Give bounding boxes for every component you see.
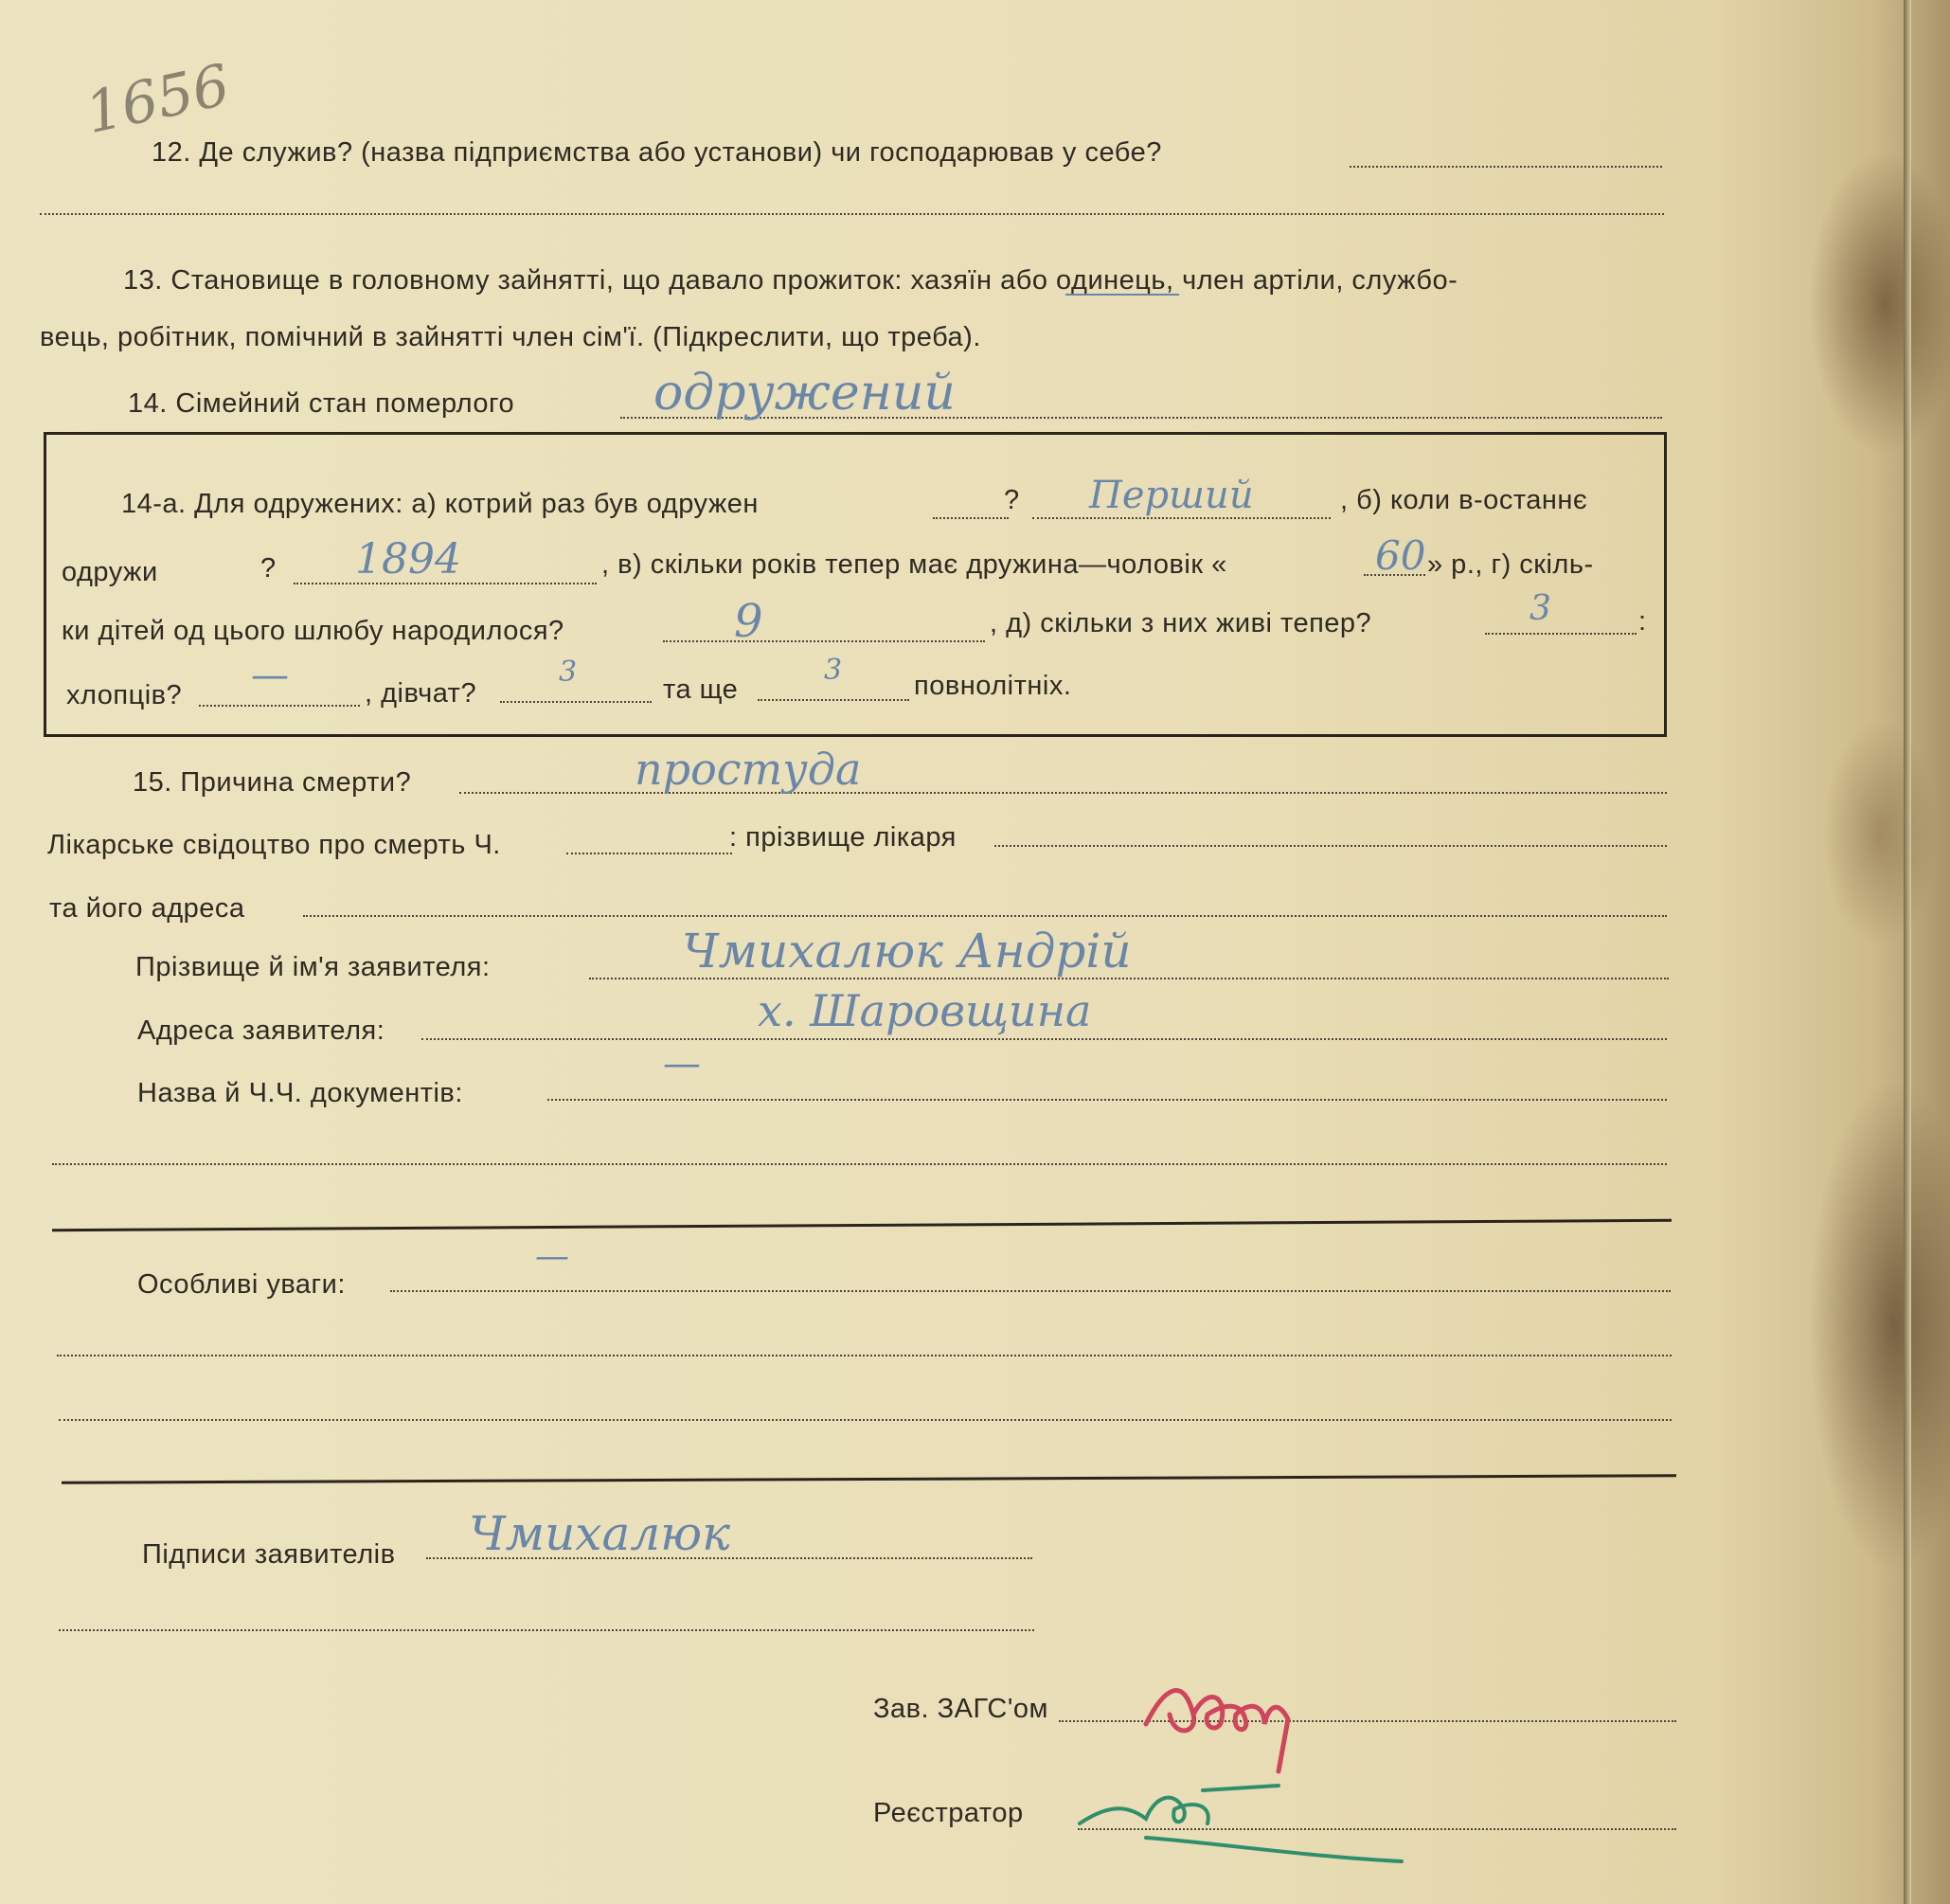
q14a-field-e (1485, 633, 1637, 635)
q15-cert-label: Лікарське свідоцтво про смерть Ч. (47, 830, 501, 860)
q14a-value-e: 3 (1530, 589, 1551, 628)
applicant-docs-value: — (663, 1042, 701, 1086)
applicant-name-value: Чмихалюк Андрій (682, 924, 1132, 979)
remarks-field-3 (59, 1419, 1672, 1421)
remarks-field-1 (390, 1290, 1671, 1292)
q14a-adult-label: повнолітніх. (914, 671, 1072, 701)
divider-1 (52, 1219, 1672, 1231)
q14a-part-c: , в) скільки років тепер має дружина—чоловік « (601, 549, 1227, 580)
q15-address-label: та його адреса (49, 893, 245, 924)
applicant-signature: Чмихалюк (469, 1506, 731, 1561)
q15-doctor-field (994, 845, 1667, 847)
divider-2 (62, 1474, 1676, 1483)
applicant-address-field (421, 1038, 1667, 1040)
q14a-value-b: 1894 (355, 535, 461, 584)
signatures-label: Підписи заявителів (142, 1539, 396, 1570)
q15-value: простуда (635, 744, 862, 795)
q14a-girls-label: , дівчат? (365, 678, 477, 709)
remarks-label: Особливі уваги: (137, 1269, 346, 1300)
q14a-colon: : (1638, 606, 1647, 637)
q14a-field-boys (199, 705, 360, 707)
q14a-value-a: Перший (1089, 474, 1254, 517)
applicant-extra-line (52, 1163, 1667, 1165)
applicant-address-label: Адреса заявителя: (137, 1015, 385, 1046)
head-label: Зав. ЗАГС'ом (873, 1694, 1048, 1724)
q14a-part-c2: » р., г) скіль- (1427, 549, 1594, 580)
q14a-part-a: 14-а. Для одружених: а) котрий раз був одружен (121, 489, 759, 519)
signatures-field-2 (59, 1629, 1034, 1631)
q14a-value-boys: — (251, 654, 289, 697)
q14a-value-c: 60 (1375, 532, 1426, 579)
q14a-qmark: ? (1004, 485, 1020, 515)
remarks-value: — (535, 1237, 569, 1276)
q14a-field-girls (500, 701, 652, 703)
applicant-address-value: х. Шаровщина (758, 985, 1092, 1036)
q14a-value-girls: 3 (559, 656, 578, 689)
q13-line1: 13. Становище в головному зайнятті, що давало прожиток: хазяїн або одинець, член артіли, службо- (123, 265, 1458, 296)
applicant-docs-field (547, 1099, 1667, 1101)
remarks-field-2 (57, 1355, 1672, 1356)
q14a-qmark2: ? (260, 553, 277, 584)
q14a-line4-label: хлопців? (66, 680, 183, 710)
q14a-field-more (758, 699, 909, 701)
q15-label: 15. Причина смерти? (133, 767, 412, 798)
q14-label: 14. Сімейний стан померлого (128, 388, 515, 419)
q14a-value-more: 3 (824, 654, 843, 687)
q14-value: одружений (653, 365, 956, 422)
q14a-line2-label: одружи (62, 557, 158, 587)
q13-line2: вець, робітник, помічний в зайнятті член сім'ї. (Підкреслити, що треба). (40, 322, 981, 352)
registrar-signature (1070, 1767, 1411, 1871)
q15-cert-field (566, 853, 732, 854)
applicant-docs-label: Назва й Ч.Ч. документів: (137, 1078, 463, 1108)
q14a-more-label: та ще (663, 674, 739, 705)
q14a-part-b: , б) коли в-останнє (1340, 485, 1588, 515)
q15-doctor-label: : прізвище лікаря (729, 822, 957, 853)
q14a-part-d: , д) скільки з них живі тепер? (990, 608, 1372, 638)
applicant-name-label: Прізвище й ім'я заявителя: (135, 952, 491, 982)
q12-label: 12. Де служив? (назва підприємства або установи) чи господарював у себе? (152, 137, 1162, 168)
q14a-field-d (663, 640, 985, 642)
page-edge (1904, 0, 1911, 1904)
q14a-field-a-left (933, 517, 1009, 519)
q14a-field-a (1032, 517, 1331, 519)
margin-note: 1656 (80, 51, 236, 148)
q15-address-field (303, 915, 1667, 917)
q12-field-line2 (40, 213, 1664, 215)
q14a-line3-label: ки дітей од цього шлюбу народилося? (62, 616, 564, 646)
q12-field (1350, 166, 1662, 168)
registrar-label: Реєстратор (873, 1798, 1024, 1828)
q14a-value-d: 9 (734, 595, 763, 648)
q13-underline-owner (1065, 294, 1179, 296)
head-signature (1136, 1648, 1373, 1781)
